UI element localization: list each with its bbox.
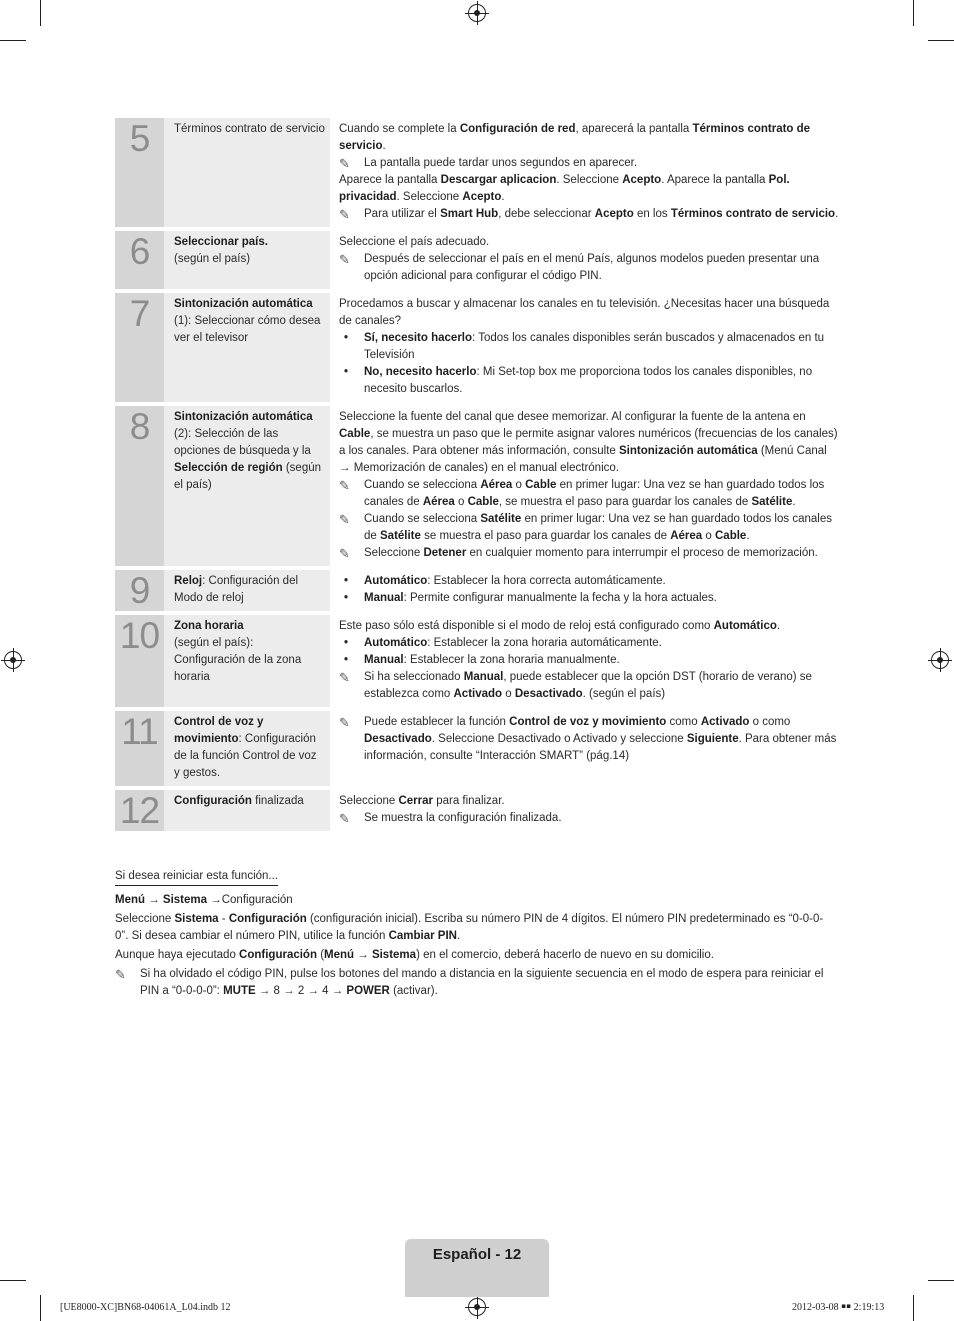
bold-text: Manual (463, 671, 504, 683)
registration-mark-icon (468, 4, 486, 22)
pencil-note-icon: ✎ (339, 546, 350, 561)
date-slug: 2012-03-08 ￭￭ 2:19:13 (792, 1302, 885, 1313)
pencil-note-icon: ✎ (339, 715, 350, 730)
step-label (164, 231, 330, 289)
bold-text: Menú → Sistema → (115, 894, 222, 906)
text: Seleccione (339, 795, 399, 807)
crop-mark (928, 40, 954, 41)
bold-text: No, necesito hacerlo (364, 366, 477, 378)
text: - (218, 913, 229, 925)
label-bold: Seleccionar país. (174, 236, 268, 248)
bold-text: Menú → Sistema (324, 949, 417, 961)
bullet-item (339, 590, 840, 607)
step-row (115, 118, 840, 227)
registration-mark-icon (468, 1298, 486, 1316)
paragraph (339, 234, 840, 251)
bullet-item (339, 364, 840, 398)
step-label (164, 118, 330, 227)
pencil-note-icon: ✎ (339, 156, 350, 171)
text: Si ha seleccionado (364, 671, 464, 683)
text: Aunque haya ejecutado (115, 949, 240, 961)
pencil-note-icon: ✎ (339, 670, 350, 685)
bold-text: Términos contrato de servicio (670, 208, 836, 220)
pencil-note-icon: ✎ (339, 478, 350, 493)
label-bold: Sintonización automática (174, 298, 313, 310)
bullet-item (339, 635, 840, 652)
text: en los (633, 208, 671, 220)
bold-text: Aérea (670, 530, 703, 542)
label-text: (2): Selección de las opciones de búsqueda y la (174, 428, 311, 457)
label-text: (según el país): Configuración de la zona horaria (174, 637, 302, 683)
bold-text: Cable (715, 530, 747, 542)
step-row (115, 406, 840, 566)
text: . Seleccione (556, 174, 623, 186)
step-row (115, 293, 840, 402)
bold-text: Automático (364, 575, 428, 587)
bold-text: Configuración de red (459, 123, 576, 135)
text: : Permite configurar manualmente la fecha y la hora actuales. (403, 592, 717, 604)
text: Cuando se selecciona (364, 479, 481, 491)
step-description (330, 570, 840, 611)
registration-mark-icon (4, 651, 22, 669)
note-item (115, 966, 835, 1000)
crop-mark (0, 40, 26, 41)
step-description (330, 118, 840, 227)
step-row (115, 711, 840, 786)
text: ) en el comercio, deberá hacerlo de nuevo en su domicilio. (416, 949, 714, 961)
note-item (339, 251, 840, 285)
text: . (382, 140, 386, 152)
bold-text: POWER (346, 985, 390, 997)
step-number: 7 (115, 293, 164, 402)
text: Aparece la pantalla (339, 174, 441, 186)
label-bold: Configuración (174, 795, 252, 807)
step-row (115, 231, 840, 289)
text: Seleccione la fuente del canal que desee memorizar. Al configurar la fuente de la antena en (339, 411, 806, 423)
bold-text: Automático (364, 637, 428, 649)
paragraph (339, 296, 840, 330)
note-item (339, 810, 840, 827)
label-bold: Control de voz y movimiento (174, 716, 264, 745)
text: : Establecer la zona horaria automáticamente. (427, 637, 662, 649)
reset-heading: Si desea reiniciar esta función... (115, 868, 278, 886)
bold-text: Smart Hub (440, 208, 499, 220)
label-text: : Configuración del Modo de reloj (174, 575, 299, 604)
text: o (512, 479, 526, 491)
bold-text: Manual (364, 654, 404, 666)
step-number: 11 (115, 711, 164, 786)
text: , aparecerá la pantalla (575, 123, 693, 135)
bold-text: Detener (423, 547, 467, 559)
bold-text: Configuración (228, 913, 307, 925)
step-label (164, 406, 330, 566)
text: (activar). (389, 985, 438, 997)
text: → 8 → 2 → 4 → (255, 985, 347, 997)
label-bold: Zona horaria (174, 620, 244, 632)
text: : Establecer la hora correcta automáticamente. (427, 575, 666, 587)
file-slug: [UE8000-XC]BN68-04061A_L04.indb 12 (60, 1302, 231, 1313)
step-label (164, 293, 330, 402)
bold-text: Acepto (594, 208, 634, 220)
setup-steps-table (115, 118, 840, 835)
note-item (339, 206, 840, 223)
text: La pantalla puede tardar unos segundos en aparecer. (364, 157, 638, 169)
bold-text: Términos contrato de servicio (339, 123, 811, 152)
text: Se muestra la configuración finalizada. (364, 812, 562, 824)
label-text: (según el país) (174, 462, 322, 491)
text: para finalizar. (433, 795, 505, 807)
bold-text: Cable (525, 479, 557, 491)
bold-text: Activado (453, 688, 503, 700)
bold-text: Acepto (622, 174, 662, 186)
note-item (339, 155, 840, 172)
text: , se muestra el paso para guardar los canales de (498, 496, 752, 508)
step-number: 10 (115, 615, 164, 707)
text: Configuración (221, 894, 293, 906)
bold-text: Acepto (462, 191, 502, 203)
text: se muestra el paso para guardar los canales de (420, 530, 671, 542)
step-description (330, 293, 840, 402)
paragraph (339, 409, 840, 477)
text: , puede establecer que la opción DST (horario de verano) se establezca como (364, 671, 812, 700)
text: (Menú Canal → Memorización de canales) en el manual electrónico. (339, 445, 827, 474)
label-text: (1): Seleccionar cómo desea ver el televisor (174, 315, 321, 344)
step-label (164, 615, 330, 707)
page-number-tab: Español - 12 (405, 1239, 549, 1297)
crop-mark (913, 1295, 914, 1321)
bold-text: Automático (713, 620, 777, 632)
bold-text: Sintonización automática (618, 445, 758, 457)
text: en cualquier momento para interrumpir el proceso de memorización. (466, 547, 818, 559)
bold-text: Cerrar (398, 795, 433, 807)
text: como (666, 716, 701, 728)
text: Este paso sólo está disponible si el modo de reloj está configurado como (339, 620, 714, 632)
pencil-note-icon: ✎ (339, 207, 350, 222)
bullet-item (339, 330, 840, 364)
text: . Seleccione (396, 191, 463, 203)
text: , se muestra un paso que le permite asignar valores numéricos (frecuencias de los canales) a los canales. Para obtener más información, consulte (339, 428, 838, 457)
registration-mark-icon (931, 651, 949, 669)
step-description (330, 615, 840, 707)
text: Seleccione (364, 547, 424, 559)
text: Después de seleccionar el país en el menú País, algunos modelos pueden presentar una opción adicional para configurar el código PIN. (364, 253, 820, 282)
bold-text: Sí, necesito hacerlo (364, 332, 473, 344)
pencil-note-icon: ✎ (339, 252, 350, 267)
step-label (164, 790, 330, 831)
text: . Para obtener más información, consulte “Interacción SMART” (pág.14) (364, 733, 837, 762)
label-text: finalizada (251, 795, 304, 807)
bold-text: Pol. privacidad (339, 174, 790, 203)
text: : Todos los canales disponibles serán buscados y almacenados en tu Televisión (364, 332, 825, 361)
text: en primer lugar: Una vez se han guardado todos los canales de (364, 479, 825, 508)
text: . Aparece la pantalla (661, 174, 769, 186)
step-description (330, 790, 840, 831)
paragraph (339, 172, 840, 206)
note-item (339, 477, 840, 511)
paragraph (339, 793, 840, 810)
bold-text: Desactivado (514, 688, 583, 700)
reset-section (115, 868, 835, 1002)
crop-mark (913, 0, 914, 26)
bold-text: Aérea (422, 496, 455, 508)
text: . (776, 620, 781, 632)
pencil-note-icon: ✎ (115, 967, 126, 982)
bold-text: Sistema (174, 913, 219, 925)
text: Seleccione el país adecuado. (339, 236, 490, 248)
text: o (502, 688, 515, 700)
text: . (456, 930, 461, 942)
paragraph (339, 121, 840, 155)
crop-mark (40, 0, 41, 26)
text: Cuando se selecciona (364, 513, 481, 525)
bold-text: Descargar aplicacion (440, 174, 557, 186)
crop-mark (40, 1295, 41, 1321)
bold-text: Manual (364, 592, 404, 604)
bold-text: Cable (467, 496, 499, 508)
text: : Establecer la zona horaria manualmente. (403, 654, 620, 666)
step-description (330, 406, 840, 566)
label-text: : Configuración de la función Control de voz y gestos. (174, 733, 317, 779)
bullet-item (339, 652, 840, 669)
label-text: Términos contrato de servicio (174, 123, 325, 135)
text: Procedamos a buscar y almacenar los canales en tu televisión. ¿Necesitas hacer una búsqueda de canales? (339, 298, 830, 327)
step-number: 9 (115, 570, 164, 611)
text: . (según el país) (582, 688, 666, 700)
bold-text: MUTE (223, 985, 256, 997)
bold-text: Satélite (380, 530, 421, 542)
text: . (746, 530, 750, 542)
step-label (164, 570, 330, 611)
step-row (115, 570, 840, 611)
text: Seleccione (115, 913, 175, 925)
bold-text: Satélite (751, 496, 793, 508)
step-number: 5 (115, 118, 164, 227)
step-description (330, 711, 840, 786)
crop-mark (0, 1280, 26, 1281)
crop-mark (928, 1280, 954, 1281)
step-number: 12 (115, 790, 164, 831)
text: Puede establecer la función (364, 716, 510, 728)
bullet-item (339, 573, 840, 590)
pencil-note-icon: ✎ (339, 512, 350, 527)
text: en primer lugar: Una vez se han guardado todos los canales de (364, 513, 832, 542)
text: ( (317, 949, 325, 961)
bold-text: Satélite (480, 513, 522, 525)
step-description (330, 231, 840, 289)
text: (configuración inicial). Escriba su número PIN de 4 dígitos. El número PIN predeterminado es “0-0-0-0”. Si desea cambiar el número PIN, utilice la función (115, 913, 824, 942)
text: . (501, 191, 505, 203)
bold-text: Aérea (480, 479, 513, 491)
paragraph (339, 618, 840, 635)
text: . (835, 208, 839, 220)
bold-text: Desactivado (364, 733, 432, 745)
step-label (164, 711, 330, 786)
paragraph (115, 892, 835, 909)
text: , debe seleccionar (498, 208, 595, 220)
note-item (339, 545, 840, 562)
text: : Mi Set-top box me proporciona todos los canales disponibles, no necesito buscarlos. (364, 366, 813, 395)
text: . Seleccione Desactivado o Activado y seleccione (431, 733, 687, 745)
text: Cuando se complete la (339, 123, 460, 135)
text: o (454, 496, 468, 508)
note-item (339, 669, 840, 703)
text: o como (749, 716, 791, 728)
text: Para utilizar el (364, 208, 441, 220)
bold-text: Cable (339, 428, 371, 440)
paragraph (115, 911, 835, 945)
pencil-note-icon: ✎ (339, 811, 350, 826)
bold-text: Control de voz y movimiento (509, 716, 667, 728)
note-item (339, 714, 840, 765)
label-text: (según el país) (174, 253, 251, 265)
step-row (115, 615, 840, 707)
text: o (702, 530, 715, 542)
bold-text: Activado (700, 716, 750, 728)
label-bold: Sintonización automática (174, 411, 313, 423)
reset-body (115, 892, 835, 1000)
bold-text: Cambiar PIN (388, 930, 457, 942)
step-row (115, 790, 840, 831)
label-bold: Reloj (174, 575, 203, 587)
bold-text: Siguiente (686, 733, 739, 745)
paragraph (115, 947, 835, 964)
text: Si ha olvidado el código PIN, pulse los botones del mando a distancia en la siguiente secuencia en el modo de espera para reiniciar el PIN a “0-0-0-0”: (140, 968, 824, 997)
note-item (339, 511, 840, 545)
step-number: 6 (115, 231, 164, 289)
text: . (792, 496, 796, 508)
label-bold: Selección de región (174, 462, 283, 474)
step-number: 8 (115, 406, 164, 566)
bold-text: Configuración (239, 949, 317, 961)
